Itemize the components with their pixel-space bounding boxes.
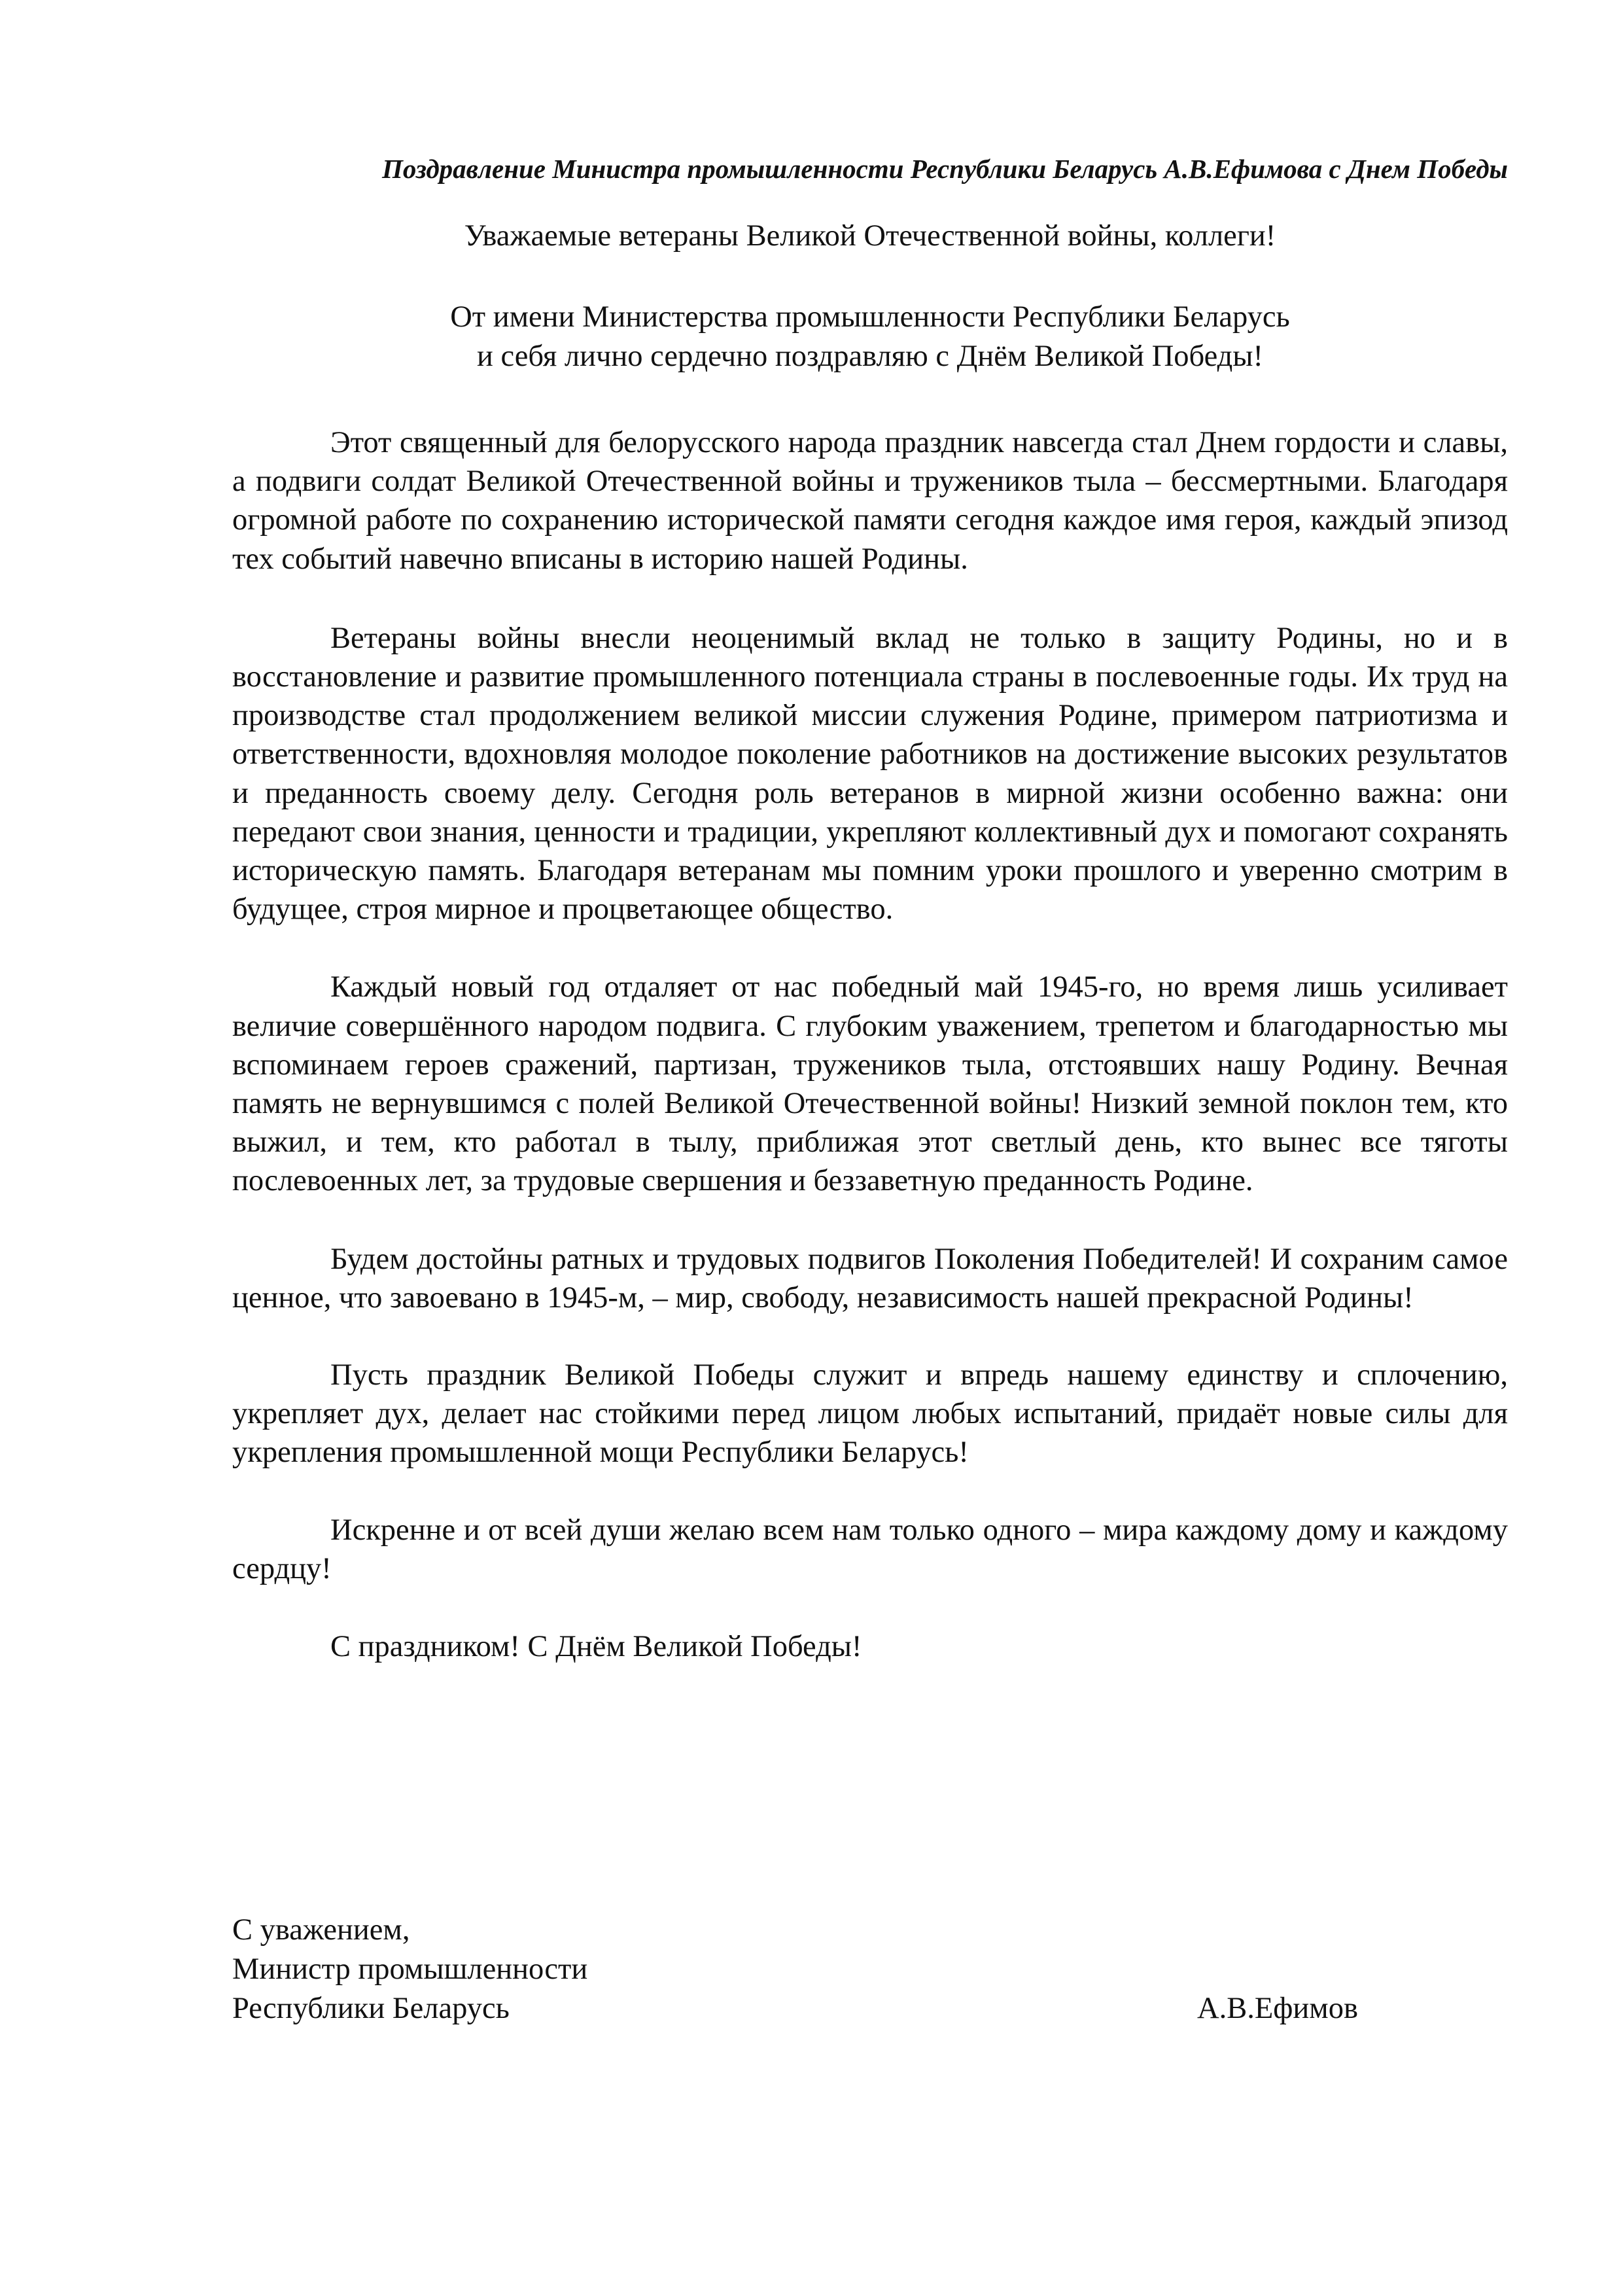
signature-position: Министр промышленности bbox=[232, 1952, 588, 1986]
signature-block bbox=[232, 1911, 1508, 2028]
paragraph: Каждый новый год отдаляет от нас победный май 1945-го, но время лишь усиливает величие совершённого народом подвига. С глубоким уважением, трепетом и благодарностью мы вспоминаем героев сражений, партизан, тружеников тыла, отстоявших нашу Родину. Вечная память не вернувшимся с полей Великой Отечественной войны! Низкий земной поклон тем, кто выжил, и тем, кто работал в тылу, приближая этот светлый день, кто вынес все тяготы послевоенных лет, за трудовые свершения и беззаветную преданность Родине. bbox=[232, 970, 1508, 1198]
paragraph: Этот священный для белорусского народа праздник навсегда стал Днем гордости и славы, а подвиги солдат Великой Отечественной войны и тружеников тыла – бессмертными. Благодаря огромной работе по сохранению исторической памяти сегодня каждое имя героя, каждый эпизод тех событий навечно вписаны в историю нашей Родины. bbox=[232, 426, 1508, 576]
signature-position: Республики Беларусь bbox=[232, 1992, 510, 2025]
signatory-name: А.В.Ефимов bbox=[1197, 1992, 1358, 2025]
closing-paragraph: С праздником! С Днём Великой Победы! bbox=[330, 1630, 862, 1664]
salutation: Уважаемые ветераны Великой Отечественной войны, коллеги! bbox=[464, 219, 1276, 253]
paragraph: Ветераны войны внесли неоценимый вклад не только в защиту Родины, но и в восстановление и развитие промышленного потенциала страны в послевоенные годы. Их труд на производстве стал продолжением великой миссии служения Родине, примером патриотизма и ответственности, вдохновляя молодое поколение работников на достижение высоких результатов и преданность своему делу. Сегодня роль ветеранов в мирной жизни особенно важна: они передают свои знания, ценности и традиции, укрепляют коллективный дух и помогают сохранять историческую память. Благодаря ветеранам мы помним уроки прошлого и уверенно смотрим в будущее, строя мирное и процветающее общество. bbox=[232, 621, 1508, 927]
intro-line: От имени Министерства промышленности Республики Беларусь bbox=[450, 300, 1290, 334]
intro-line: и себя лично сердечно поздравляю с Днём Великой Победы! bbox=[477, 340, 1263, 373]
signature-closing: С уважением, bbox=[232, 1913, 410, 1947]
paragraph: Пусть праздник Великой Победы служит и впредь нашему единству и сплочению, укрепляет дух, делает нас стойкими перед лицом любых испытаний, придаёт новые силы для укрепления промышленной мощи Республики Беларусь! bbox=[232, 1358, 1508, 1470]
intro-block bbox=[232, 298, 1508, 376]
letter-body bbox=[232, 149, 1508, 1666]
paragraph: Будем достойны ратных и трудовых подвигов Поколения Победителей! И сохраним самое ценное, что завоевано в 1945-м, – мир, свободу, независимость нашей прекрасной Родины! bbox=[232, 1242, 1508, 1315]
letter-title: Поздравление Министра промышленности Республики Беларусь А.В.Ефимова с Днем Победы bbox=[382, 154, 1508, 184]
paragraph: Искренне и от всей души желаю всем нам только одного – мира каждому дому и каждому сердцу! bbox=[232, 1513, 1508, 1585]
